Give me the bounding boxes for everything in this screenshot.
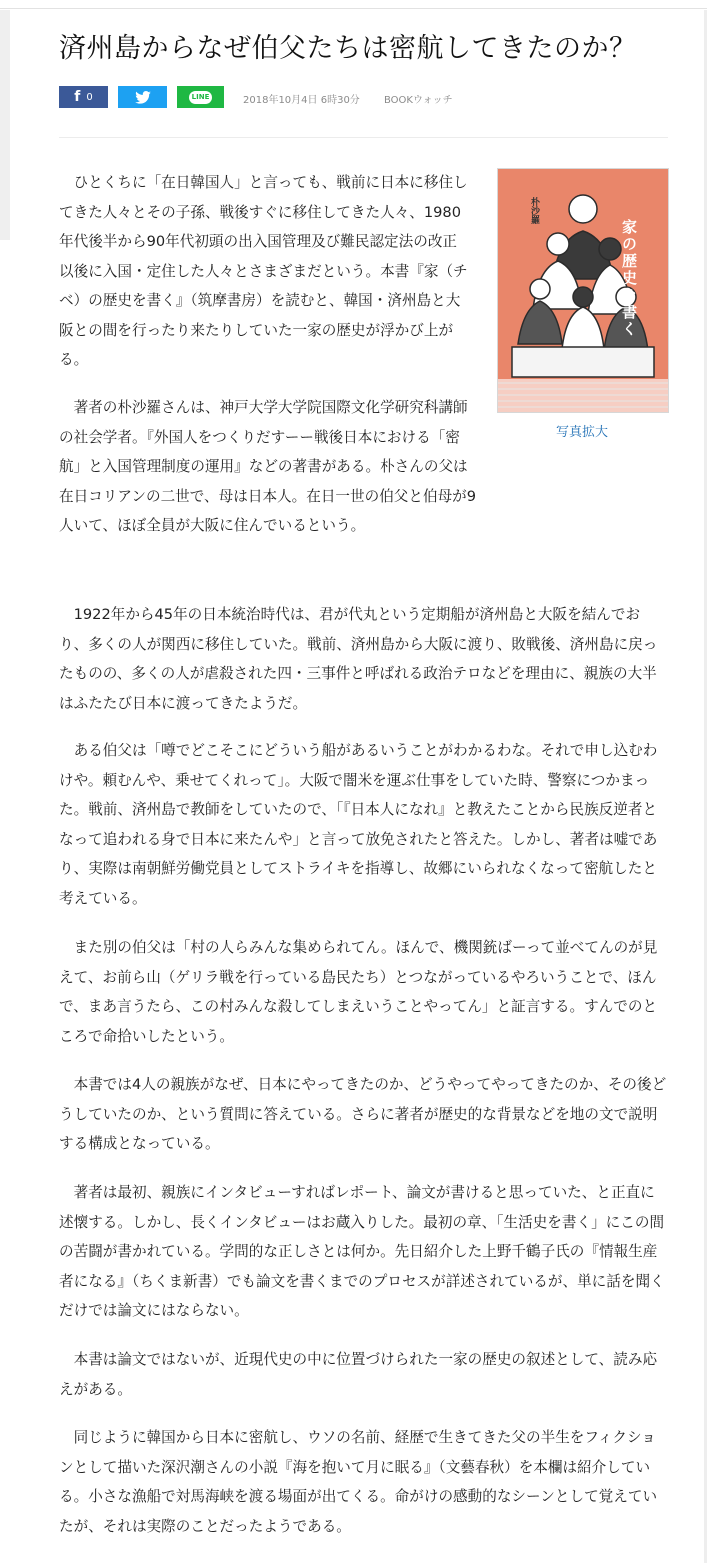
- enlarge-photo-link[interactable]: 写真拡大: [555, 425, 608, 440]
- paragraph-4: ある伯父は「噂でどこそこにどういう船があるいうことがわかるわな。それで申し込むわけや。頼むんや、乗せてくれって」。大阪で闇米を運ぶ仕事をしていた時、警察につかまった。戦前、済州島で教師をしていたので、「『日本人になれ』と教えたことから民族反逆者となって追われる身で日本に来たんや」と言って放免されたと答えた。しかし、著者は嘘であり、実際は南朝鮮労働党員としてストライキを指導し、故郷にいられなくなって密航したと考えている。: [59, 742, 658, 907]
- header-separator: [59, 137, 668, 138]
- paragraph-2: 著者の朴沙羅さんは、神戸大学大学院国際文化学研究科講師の社会学者。『外国人をつくりだすーー戦後日本における「密航」と入国管理制度の運用』などの著書がある。朴さんの父は在日コリアンの二世で、母は日本人。在日一世の伯父と伯母が9人いて、ほぼ全員が大阪に住んでいるという。: [59, 399, 477, 534]
- paragraph-8: 本書は論文ではないが、近現代史の中に位置づけられた一家の歴史の叙述として、読み応えがある。: [59, 1351, 658, 1398]
- line-share-button[interactable]: [177, 86, 224, 108]
- line-icon: LINE: [189, 91, 213, 104]
- facebook-share-count: 0: [86, 91, 93, 103]
- left-edge-panel: [0, 10, 10, 240]
- book-cover-image[interactable]: [497, 168, 669, 413]
- twitter-share-button[interactable]: [118, 86, 167, 108]
- facebook-share-button[interactable]: [59, 86, 108, 108]
- cover-author: 朴沙羅: [529, 197, 539, 224]
- category-label: BOOKウォッチ: [384, 95, 453, 106]
- article-title: 済州島からなぜ伯父たちは密航してきたのか？: [59, 33, 637, 64]
- paragraph-9: 同じように韓国から日本に密航し、ウソの名前、経歴で生きてきた父の半生をフィクションとして描いた深沢潮さんの小説『海を抱いて月に眠る』（文藝春秋）を本欄は紹介している。小さな漁船で対馬海峡を渡る場面が出てくる。命がけの感動的なシーンとして覚えていたが、それは実際のことだったようである。: [59, 1429, 658, 1535]
- top-divider: [0, 8, 707, 9]
- twitter-bird-icon: [135, 91, 151, 104]
- cover-title: 家の歴史を書く: [620, 219, 638, 338]
- paragraph-7: 著者は最初、親族にインタビューすればレポート、論文が書けると思っていた、と正直に述懐する。しかし、長くインタビューはお蔵入りした。最初の章、「生活史を書く」にこの間の苦闘が書かれている。学問的な正しさとは何か。先日紹介した上野千鶴子氏の『情報生産者になる』（ちくま新書）でも論文を書くまでのプロセスが詳述されているが、単に話を聞くだけでは論文にはならない。: [59, 1184, 665, 1319]
- paragraph-5: また別の伯父は「村の人らみんな集められてん。ほんで、機関銃ばーって並べてんのが見えて、お前ら山（ゲリラ戦を行っている島民たち）とつながっているやろいうことで、ほんで、まあ言うたら、この村みんな殺してしまえいうことやってん」と証言する。すんでのところで命拾いしたという。: [59, 939, 658, 1045]
- publish-date: 2018年10月4日 6時30分: [243, 95, 360, 106]
- facebook-icon: f: [74, 89, 81, 105]
- paragraph-6: 本書では4人の親族がなぜ、日本にやってきたのか、どうやってやってきたのか、その後どうしていたのか、という質問に答えている。さらに著者が歴史的な背景などを地の文で説明する構成となっている。: [59, 1076, 667, 1152]
- paragraph-3: 1922年から45年の日本統治時代は、君が代丸という定期船が済州島と大阪を結んでおり、多くの人が関西に移住していた。戦前、済州島から大阪に渡り、敗戦後、済州島に戻ったものの、多くの人が虐殺された四・三事件と呼ばれる政治テロなどを理由に、親族の大半はふたたび日本に渡ってきたようだ。: [59, 606, 658, 712]
- paragraph-1: ひとくちに「在日韓国人」と言っても、戦前に日本に移住してきた人々とその子孫、戦後すぐに移住してきた人々、1980年代後半から90年代初頭の出入国管理及び難民認定法の改正以後に入国・定住した人々とさまざまだという。本書『家（チベ）の歴史を書く』（筑摩書房）を読むと、韓国・済州島と大阪との間を行ったり来たりしていた一家の歴史が浮かび上がる。: [59, 174, 468, 368]
- cover-illustration: [498, 169, 668, 412]
